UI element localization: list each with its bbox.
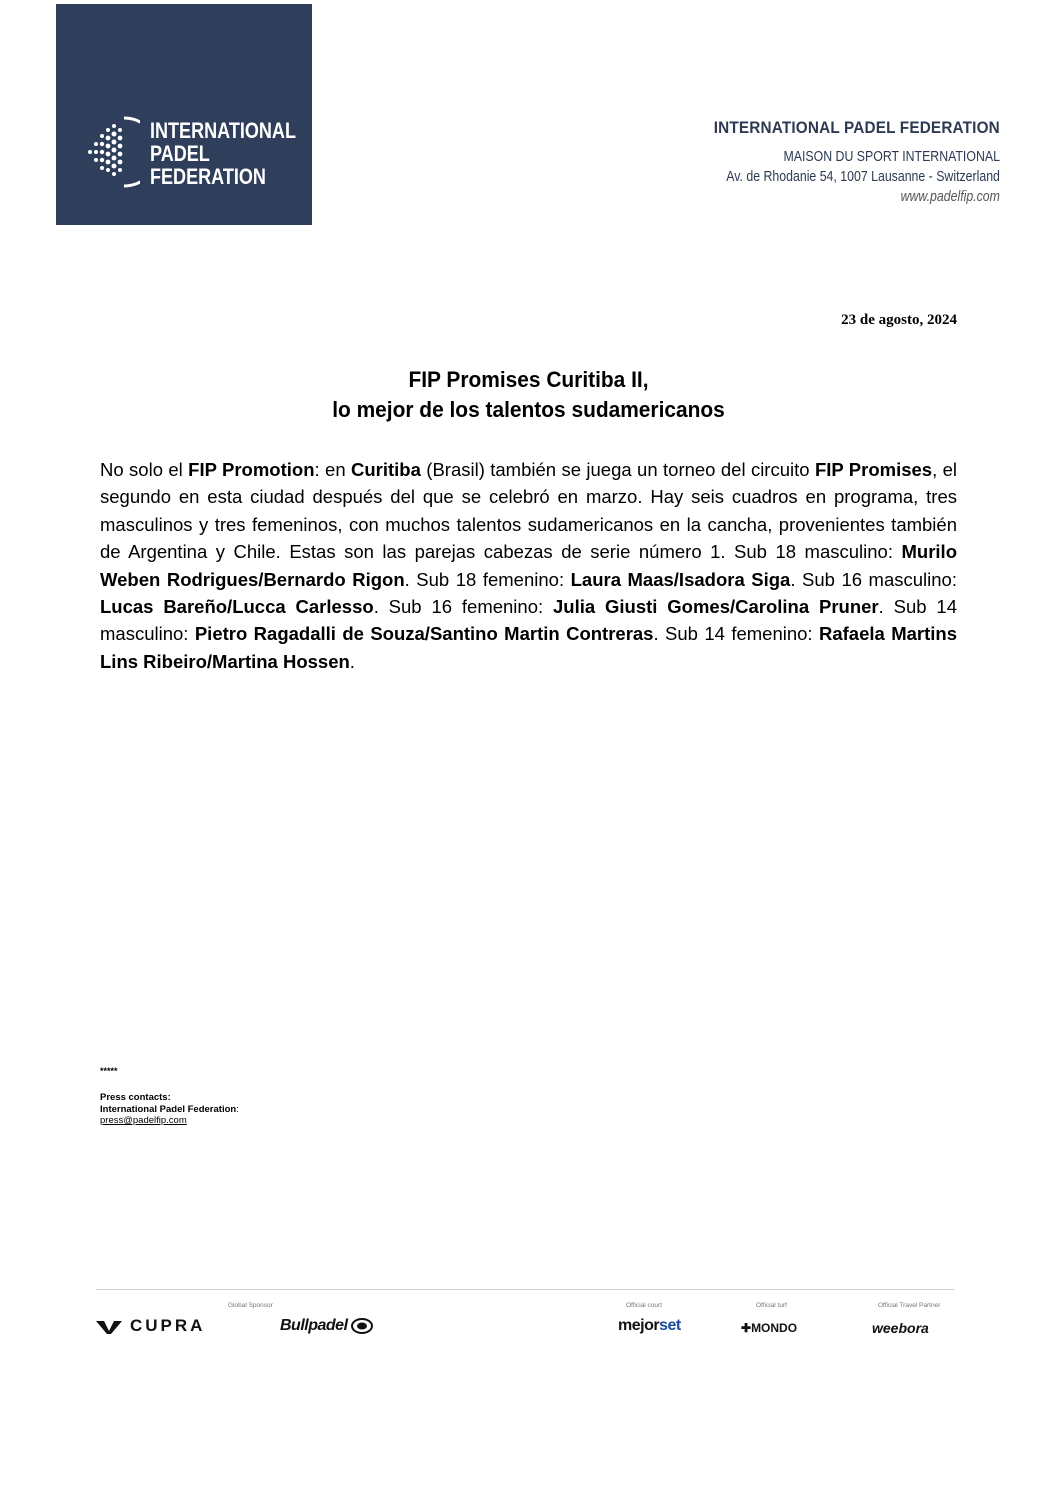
logo-line: FEDERATION (150, 164, 266, 189)
document-date: 23 de agosto, 2024 (841, 312, 957, 328)
logo-line: PADEL (150, 141, 210, 166)
body-paragraph (100, 456, 957, 675)
title-line-2: lo mejor de los talentos sudamericanos (332, 397, 725, 422)
body-text: . (349, 650, 355, 672)
official-travel-caption: Official Travel Partner (878, 1302, 941, 1309)
press-email-link[interactable]: press@padelfip.com (100, 1115, 187, 1126)
address-line-1: MAISON DU SPORT INTERNATIONAL (783, 149, 1000, 165)
ipf-logo-block (56, 4, 312, 225)
footer-divider (96, 1289, 954, 1290)
mondo-mark-icon: ✚ (741, 1321, 752, 1335)
body-text: (Brasil) también se juega un torneo del circuito (420, 459, 815, 480)
body-text: . Sub 16 femenino: (373, 596, 553, 618)
body-text: No solo el (100, 459, 189, 480)
body-text: , el segundo en esta ciudad después del que se celebró en marzo. Hay seis cuadros en programa, tres masculinos y tres femeninos, con muchos talentos sudamericanos en la cancha, provenientes también de Argentina y Chile. Estas son las parejas cabezas de serie número 1. Sub 18 masculino: (100, 459, 958, 563)
press-contacts-label: Press contacts: (100, 1092, 171, 1103)
letterhead-address (678, 118, 1000, 207)
body-bold: Laura Maas/Isadora Siga (570, 568, 791, 590)
logo-wordmark (150, 119, 296, 188)
body-bold: Murilo Weben Rodrigues/Bernardo Rigon (100, 541, 957, 590)
body-text: . Sub 16 masculino: (790, 568, 957, 590)
body-bold: Curitiba (351, 459, 421, 480)
global-sponsor-caption: Global Sponsor (228, 1302, 273, 1309)
official-turf-caption: Official turf (756, 1302, 787, 1309)
mejorset-wordmark-b: set (659, 1317, 681, 1334)
cupra-mark-icon (96, 1320, 122, 1334)
logo-line: INTERNATIONAL (150, 118, 296, 143)
cupra-logo (96, 1316, 205, 1336)
press-contacts-org: International Padel Federation (100, 1103, 237, 1115)
body-bold: Lucas Bareño/Lucca Carlesso (100, 596, 374, 618)
website-link[interactable]: www.padelfip.com (900, 189, 1000, 205)
body-bold: FIP Promotion (188, 459, 315, 480)
body-text: . Sub 14 masculino: (100, 596, 957, 645)
press-contacts-colon: : (236, 1103, 239, 1115)
weebora-logo (872, 1320, 929, 1336)
mejorset-wordmark-a: mejor (618, 1317, 660, 1334)
body-text: . Sub 14 femenino: (653, 623, 819, 645)
title-line-1: FIP Promises Curitiba II, (408, 367, 649, 392)
bullpadel-wordmark: Bullpadel (280, 1317, 348, 1334)
mondo-wordmark: MONDO (751, 1321, 798, 1335)
cupra-wordmark: CUPRA (130, 1316, 206, 1335)
address-line-2: Av. de Rhodanie 54, 1007 Lausanne - Switzerland (726, 169, 1000, 185)
press-contacts (100, 1092, 239, 1127)
mejorset-logo (618, 1317, 681, 1335)
document-title (100, 365, 957, 425)
body-text: : en (314, 459, 351, 480)
weebora-wordmark: weebora (872, 1320, 929, 1336)
official-court-caption: Official court (626, 1302, 663, 1309)
body-bold: Rafaela Martins Lins Ribeiro/Martina Hossen (100, 623, 957, 672)
bullpadel-badge-icon (351, 1318, 373, 1334)
mondo-logo (741, 1321, 797, 1335)
padel-ball-dots-icon (84, 112, 140, 192)
body-text: . Sub 18 femenino: (404, 568, 571, 590)
separator-stars: ***** (100, 1066, 118, 1076)
body-bold: Pietro Ragadalli de Souza/Santino Martin Contreras (194, 623, 654, 645)
body-bold: FIP Promises (814, 459, 933, 480)
org-name: INTERNATIONAL PADEL FEDERATION (713, 118, 1000, 137)
body-bold: Julia Giusti Gomes/Carolina Pruner (552, 596, 879, 618)
bullpadel-logo (280, 1317, 373, 1335)
